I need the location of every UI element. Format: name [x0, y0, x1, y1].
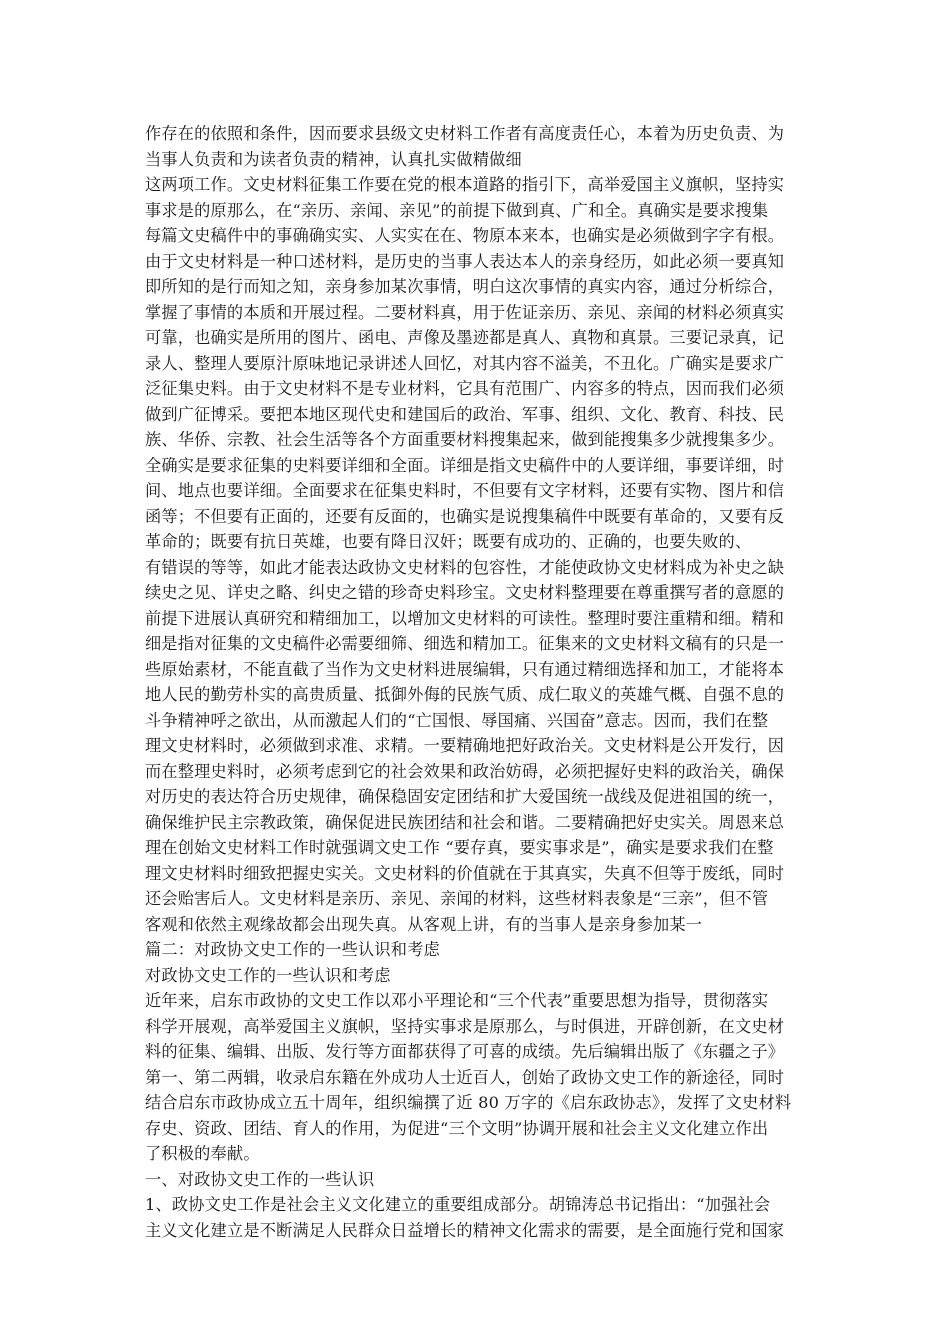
text-line: 斗争精神呼之欲出，从而激起人们的“亡国恨、辱国痛、兴国奋”意志。因而，我们在整 [145, 710, 769, 730]
text-line: 一、对政协文史工作的一些认识 [145, 1169, 375, 1189]
text-line: 由于文史材料是一种口述材料，是历史的当事人表达本人的亲身经历，如此必须一要真知 [145, 251, 785, 271]
text-line: 录人、整理人要原汁原味地记录讲述人回忆，对其内容不溢美，不丑化。广确实是要求广 [145, 353, 785, 373]
text-line: 第一、第二两辑，收录启东籍在外成功人士近百人，创始了政协文史工作的新途径，同时 [145, 1067, 785, 1087]
text-line: 续史之见、详史之略、纠史之错的珍奇史料珍宝。文史材料整理要在尊重撰写者的意愿的 [145, 583, 785, 602]
text-line: 地人民的勤劳朴实的高贵质量、抵御外侮的民族气质、成仁取义的英雄气概、自强不息的 [145, 685, 785, 704]
text-line: 理文史材料时，必须做到求准、求精。一要精确地把好政治关。文史材料是公开发行，因 [145, 736, 785, 755]
text-line: 篇二：对政协文史工作的一些认识和考虑 [145, 940, 440, 959]
text-line: 对政协文史工作的一些认识和考虑 [145, 965, 391, 985]
text-line: 作存在的依照和条件，因而要求县级文史材料工作者有高度责任心，本着为历史负责、为 [145, 124, 785, 143]
text-line: 事求是的原那么，在“亲历、亲闻、亲见”的前提下做到真、广和全。真确实是要求搜集 [145, 200, 769, 220]
text-line: 每篇文史稿件中的事确确实实、人实实在在、物原本来本，也确实是必须做到字字有根。 [145, 226, 785, 245]
text-line: 而在整理史料时，必须考虑到它的社会效果和政治妨碍，必须把握好史料的政治关，确保 [145, 761, 785, 781]
text-line: 族、华侨、宗教、社会生活等各个方面重要材料搜集起来，做到能搜集多少就搜集多少。 [145, 430, 785, 449]
text-line: 全确实是要求征集的史料要详细和全面。详细是指文史稿件中的人要详细，事要详细，时 [145, 455, 785, 475]
text-line: 料的征集、编辑、出版、发行等方面都获得了可喜的成绩。先后编辑出版了《东疆之子》 [145, 1042, 785, 1061]
document-body [145, 121, 825, 1243]
text-line: 前提下进展认真研究和精细加工，以增加文史材料的可读性。整理时要注重精和细。精和 [145, 608, 785, 628]
text-line: 间、地点也要详细。全面要求在征集史料时，不但要有文字材料，还要有实物、图片和信 [145, 481, 785, 500]
text-line: 掌握了事情的本质和开展过程。二要材料真，用于佐证亲历、亲见、亲闻的材料必须真实 [145, 302, 785, 322]
text-line: 函等；不但要有正面的，还要有反面的，也确实是说搜集稿件中既要有革命的，又要有反 [145, 506, 785, 526]
text-line: 做到广征博采。要把本地区现代史和建国后的政治、军事、组织、文化、教育、科技、民 [145, 404, 785, 424]
text-line: 存史、资政、团结、育人的作用，为促进“三个文明”协调开展和社会主义文化建立作出 [145, 1118, 769, 1138]
text-line: 对历史的表达符合历史规律，确保稳固安定团结和扩大爱国统一战线及促进祖国的统一， [145, 787, 785, 806]
text-line: 有错误的等等，如此才能表达政协文史材料的包容性，才能使政协文史材料成为补史之缺 [145, 557, 785, 577]
text-line: 了积极的奉献。 [145, 1144, 260, 1163]
text-line: 理文史材料时细致把握史实关。文史材料的价值就在于其真实，失真不但等于废纸，同时 [145, 863, 785, 883]
text-line: 这两项工作。文史材料征集工作要在党的根本道路的指引下，高举爱国主义旗帜，坚持实 [145, 175, 785, 194]
text-line: 理在创始文史材料工作时就强调文史工作 “要存真，要实事求是”，确实是要求我们在整 [145, 838, 774, 857]
text-line: 还会贻害后人。文史材料是亲历、亲见、亲闻的材料，这些材料表象是“三亲”，但不管 [145, 889, 769, 908]
text-line: 1、政协文史工作是社会主义文化建立的重要组成部分。胡锦涛总书记指出：“加强社会 [145, 1195, 771, 1214]
text-line: 可靠，也确实是所用的图片、函电、声像及墨迹都是真人、真物和真景。三要记录真，记 [145, 328, 785, 347]
text-line: 近年来，启东市政协的文史工作以邓小平理论和“三个代表”重要思想为指导，贯彻落实 [145, 991, 769, 1010]
text-line: 客观和依然主观缘故都会出现失真。从客观上讲，有的当事人是亲身参加某一 [145, 914, 703, 934]
text-line: 即所知的是行而知之知，亲身参加某次事情，明白这次事情的真实内容，通过分析综合， [145, 277, 785, 296]
text-line: 当事人负责和为读者负责的精神，认真扎实做精做细 [145, 149, 522, 169]
text-line: 些原始素材，不能直截了当作为文史材料进展编辑，只有通过精细选择和加工，才能将本 [145, 659, 785, 679]
text-line: 革命的；既要有抗日英雄，也要有降日汉奸；既要有成功的、正确的，也要失败的、 [145, 532, 752, 551]
text-line: 泛征集史料。由于文史材料不是专业材料，它具有范围广、内容多的特点，因而我们必须 [145, 379, 785, 398]
text-line: 确保维护民主宗教政策，确保促进民族团结和社会和谐。二要精确把好史实关。周恩来总 [145, 812, 785, 832]
text-line: 主义文化建立是不断满足人民群众日益增长的精神文化需求的需要，是全面施行党和国家 [145, 1220, 785, 1240]
text-line: 科学开展观，高举爱国主义旗帜，坚持实事求是原那么，与时俱进，开辟创新，在文史材 [145, 1016, 785, 1036]
text-line: 细是指对征集的文史稿件必需要细筛、细选和精加工。征集来的文史材料文稿有的只是一 [145, 634, 785, 653]
text-line: 结合启东市政协成立五十周年，组织编撰了近 80 万字的《启东政协志》，发挥了文史材料 [145, 1093, 792, 1112]
